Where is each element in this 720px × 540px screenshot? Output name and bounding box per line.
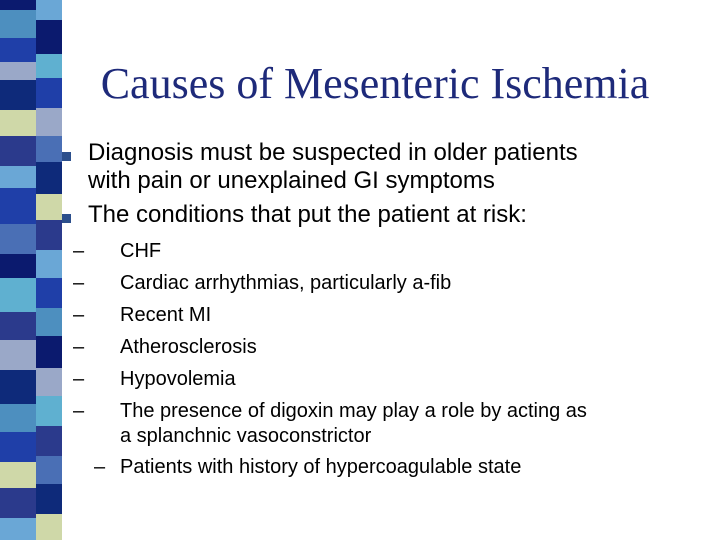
bullet-line: The conditions that put the patient at risk: [88,201,527,228]
sub-item: CHF [120,240,162,262]
sub-item: The presence of digoxin may play a role by acting as [120,400,587,422]
sub-item: Atherosclerosis [120,336,257,358]
sub-item-continuation: a splanchnic vasoconstrictor [120,425,372,447]
sub-item: Cardiac arrhythmias, particularly a-fib [120,272,452,294]
dash-bullet: – [73,368,85,390]
dash-bullet: – [73,272,85,294]
dash-bullet: – [73,240,85,262]
bullet-line: Diagnosis must be suspected in older patients [88,139,578,166]
sub-item: Recent MI [120,304,212,326]
dash-bullet: – [73,336,85,358]
dash-bullet: – [94,456,106,478]
slide-title: Causes of Mesenteric Ischemia [100,59,650,108]
bullet-square-icon [62,214,71,223]
sub-item: Hypovolemia [120,368,236,390]
dash-bullet: – [73,400,85,422]
dash-bullet: – [73,304,85,326]
sub-item: Patients with history of hypercoagulable state [120,456,522,478]
bullet-line: with pain or unexplained GI symptoms [88,167,495,194]
bullet-square-icon [62,152,71,161]
